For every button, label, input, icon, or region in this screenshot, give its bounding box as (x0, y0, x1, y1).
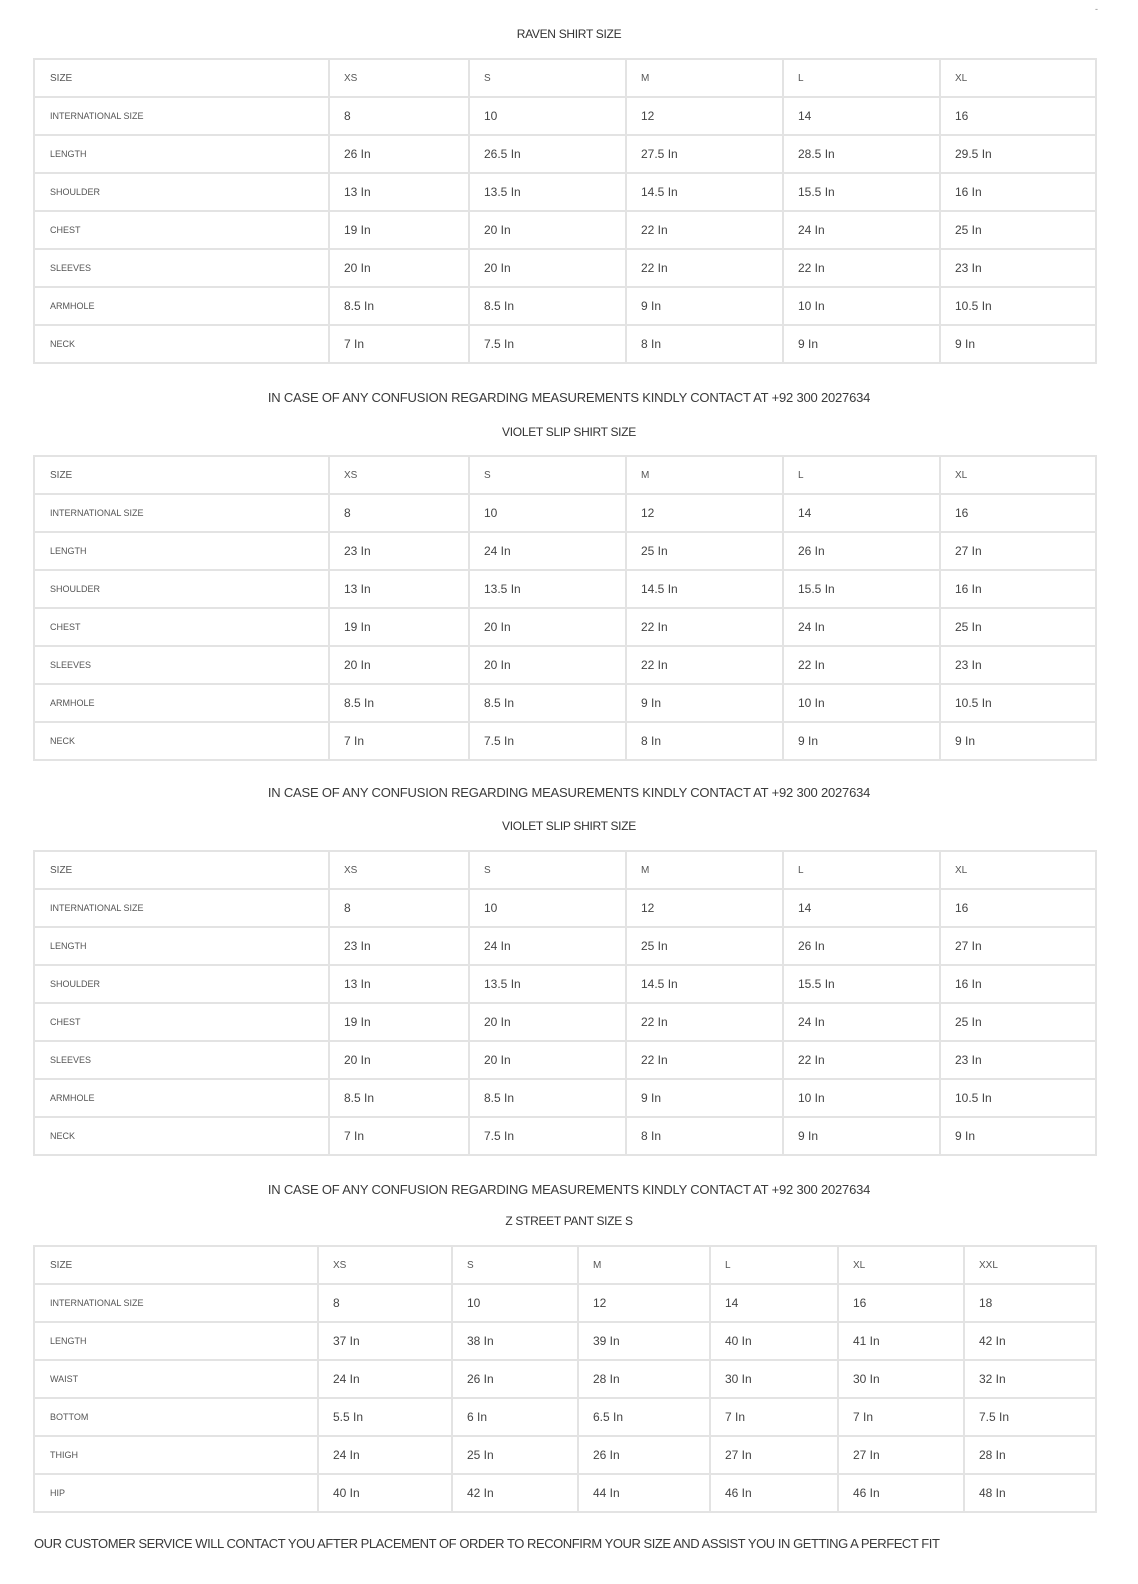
size-cell: 12 (626, 889, 783, 927)
row-label: SIZE (34, 456, 329, 494)
size-cell: 13 In (329, 965, 469, 1003)
table-header-row (34, 59, 1096, 97)
table-row (34, 1117, 1096, 1155)
table-row (34, 1284, 1096, 1322)
size-cell: 12 (578, 1284, 710, 1322)
violet-slip-shirt-size-table (33, 455, 1097, 761)
size-cell: 28 In (578, 1360, 710, 1398)
size-cell: 20 In (469, 1003, 626, 1041)
table-row (34, 135, 1096, 173)
row-label: SLEEVES (34, 646, 329, 684)
size-cell: 10 In (783, 287, 940, 325)
z-street-pant-title: Z STREET PANT SIZE S (505, 1214, 633, 1228)
size-cell: 25 In (940, 1003, 1096, 1041)
size-cell: M (578, 1246, 710, 1284)
size-cell: 8.5 In (329, 287, 469, 325)
size-cell: 38 In (452, 1322, 578, 1360)
size-cell: S (469, 851, 626, 889)
size-cell: 42 In (452, 1474, 578, 1512)
violet-slip-shirt-title: VIOLET SLIP SHIRT SIZE (502, 819, 636, 833)
contact-note: IN CASE OF ANY CONFUSION REGARDING MEASUREMENTS KINDLY CONTACT AT +92 300 2027634 (267, 1182, 871, 1197)
size-cell: 8 In (626, 1117, 783, 1155)
table-row (34, 173, 1096, 211)
row-label: SHOULDER (34, 965, 329, 1003)
size-cell: 16 In (940, 965, 1096, 1003)
table-row (34, 249, 1096, 287)
size-cell: 22 In (783, 249, 940, 287)
size-cell: 22 In (626, 646, 783, 684)
size-cell: 13.5 In (469, 173, 626, 211)
size-cell: 19 In (329, 608, 469, 646)
table-row (34, 1474, 1096, 1512)
table-row (34, 287, 1096, 325)
size-cell: 23 In (940, 1041, 1096, 1079)
size-cell: 14.5 In (626, 965, 783, 1003)
row-label: LENGTH (34, 135, 329, 173)
size-cell: 13 In (329, 570, 469, 608)
violet-slip-shirt-title: VIOLET SLIP SHIRT SIZE (502, 425, 636, 439)
row-label: ARMHOLE (34, 287, 329, 325)
size-cell: 7.5 In (469, 722, 626, 760)
size-cell: 9 In (783, 1117, 940, 1155)
size-cell: 22 In (626, 211, 783, 249)
size-cell: 26 In (578, 1436, 710, 1474)
size-cell: 25 In (452, 1436, 578, 1474)
size-cell: 14 (783, 494, 940, 532)
size-cell: 7.5 In (469, 1117, 626, 1155)
row-label: WAIST (34, 1360, 318, 1398)
table-row (34, 1003, 1096, 1041)
size-cell: 20 In (469, 249, 626, 287)
size-cell: 7.5 In (964, 1398, 1096, 1436)
size-cell: 26 In (783, 927, 940, 965)
table-header-row (34, 1246, 1096, 1284)
size-cell: 41 In (838, 1322, 964, 1360)
size-cell: 26 In (783, 532, 940, 570)
size-cell: 22 In (626, 249, 783, 287)
size-cell: 24 In (318, 1360, 452, 1398)
size-cell: 15.5 In (783, 965, 940, 1003)
size-cell: XL (940, 851, 1096, 889)
table-row (34, 1436, 1096, 1474)
row-label: ARMHOLE (34, 1079, 329, 1117)
size-cell: 5.5 In (318, 1398, 452, 1436)
size-cell: 14.5 In (626, 173, 783, 211)
table-row (34, 1360, 1096, 1398)
size-cell: 22 In (626, 1041, 783, 1079)
size-cell: 7.5 In (469, 325, 626, 363)
size-cell: 7 In (329, 325, 469, 363)
z-street-pant-size-table (33, 1245, 1097, 1513)
row-label: NECK (34, 1117, 329, 1155)
size-cell: 20 In (469, 646, 626, 684)
size-cell: 20 In (469, 211, 626, 249)
customer-service-note: OUR CUSTOMER SERVICE WILL CONTACT YOU AFTER PLACEMENT OF ORDER TO RECONFIRM YOUR SIZE AND ASSIST YOU IN GETTING A PERFECT FIT (34, 1536, 940, 1551)
size-cell: 23 In (940, 249, 1096, 287)
size-cell: 16 (940, 889, 1096, 927)
table-row (34, 494, 1096, 532)
size-cell: 8.5 In (329, 684, 469, 722)
size-cell: 8.5 In (469, 1079, 626, 1117)
size-cell: 18 (964, 1284, 1096, 1322)
size-cell: XXL (964, 1246, 1096, 1284)
size-cell: 40 In (710, 1322, 838, 1360)
size-cell: 8 (329, 494, 469, 532)
size-cell: 10 (469, 494, 626, 532)
size-cell: 9 In (626, 684, 783, 722)
table-row (34, 684, 1096, 722)
row-label: NECK (34, 325, 329, 363)
table-row (34, 1079, 1096, 1117)
row-label: ARMHOLE (34, 684, 329, 722)
size-cell: 10.5 In (940, 1079, 1096, 1117)
size-cell: M (626, 456, 783, 494)
row-label: CHEST (34, 608, 329, 646)
size-cell: 30 In (838, 1360, 964, 1398)
size-cell: 30 In (710, 1360, 838, 1398)
size-cell: L (783, 59, 940, 97)
size-cell: 8 (329, 889, 469, 927)
row-label: LENGTH (34, 532, 329, 570)
row-label: INTERNATIONAL SIZE (34, 889, 329, 927)
size-cell: 27 In (710, 1436, 838, 1474)
size-cell: 9 In (783, 325, 940, 363)
size-cell: 46 In (710, 1474, 838, 1512)
size-cell: S (469, 456, 626, 494)
size-cell: 14 (783, 889, 940, 927)
size-cell: 6 In (452, 1398, 578, 1436)
size-cell: 10.5 In (940, 287, 1096, 325)
size-cell: 25 In (940, 211, 1096, 249)
row-label: SIZE (34, 851, 329, 889)
table-row (34, 1041, 1096, 1079)
size-cell: L (710, 1246, 838, 1284)
table-row (34, 1322, 1096, 1360)
size-cell: 24 In (318, 1436, 452, 1474)
size-cell: 6.5 In (578, 1398, 710, 1436)
size-cell: 27 In (838, 1436, 964, 1474)
size-cell: 10 (469, 97, 626, 135)
table-row (34, 646, 1096, 684)
size-cell: 8 In (626, 722, 783, 760)
table-row (34, 722, 1096, 760)
size-cell: 14 (783, 97, 940, 135)
size-cell: 7 In (329, 1117, 469, 1155)
size-cell: 9 In (626, 1079, 783, 1117)
size-cell: 16 (940, 97, 1096, 135)
table-row (34, 965, 1096, 1003)
row-label: INTERNATIONAL SIZE (34, 1284, 318, 1322)
size-cell: 24 In (783, 211, 940, 249)
table-row (34, 889, 1096, 927)
size-cell: S (452, 1246, 578, 1284)
row-label: LENGTH (34, 927, 329, 965)
row-label: SHOULDER (34, 570, 329, 608)
size-cell: S (469, 59, 626, 97)
size-cell: 13.5 In (469, 570, 626, 608)
corner-mark: - (1095, 4, 1098, 14)
table-row (34, 211, 1096, 249)
size-cell: 9 In (940, 1117, 1096, 1155)
size-cell: 13 In (329, 173, 469, 211)
size-cell: XS (318, 1246, 452, 1284)
size-cell: M (626, 851, 783, 889)
size-cell: 14.5 In (626, 570, 783, 608)
row-label: NECK (34, 722, 329, 760)
size-cell: 10.5 In (940, 684, 1096, 722)
size-cell: M (626, 59, 783, 97)
size-cell: 8 (318, 1284, 452, 1322)
size-cell: 26.5 In (469, 135, 626, 173)
row-label: SLEEVES (34, 249, 329, 287)
size-cell: 40 In (318, 1474, 452, 1512)
size-cell: 19 In (329, 1003, 469, 1041)
size-cell: 16 (838, 1284, 964, 1322)
size-cell: 14 (710, 1284, 838, 1322)
size-cell: 10 In (783, 1079, 940, 1117)
size-cell: L (783, 456, 940, 494)
size-cell: 16 In (940, 570, 1096, 608)
row-label: INTERNATIONAL SIZE (34, 97, 329, 135)
size-cell: 7 In (329, 722, 469, 760)
size-cell: 16 In (940, 173, 1096, 211)
size-cell: L (783, 851, 940, 889)
row-label: THIGH (34, 1436, 318, 1474)
row-label: HIP (34, 1474, 318, 1512)
size-cell: 27 In (940, 532, 1096, 570)
size-cell: 12 (626, 97, 783, 135)
size-cell: 13.5 In (469, 965, 626, 1003)
size-cell: 16 (940, 494, 1096, 532)
size-cell: 22 In (783, 646, 940, 684)
size-cell: XL (940, 456, 1096, 494)
size-cell: 10 In (783, 684, 940, 722)
size-cell: 8.5 In (469, 287, 626, 325)
size-cell: 15.5 In (783, 570, 940, 608)
size-cell: XS (329, 456, 469, 494)
size-cell: 9 In (626, 287, 783, 325)
size-cell: 42 In (964, 1322, 1096, 1360)
size-cell: XS (329, 851, 469, 889)
size-cell: 27 In (940, 927, 1096, 965)
size-cell: 19 In (329, 211, 469, 249)
size-cell: 32 In (964, 1360, 1096, 1398)
size-cell: 7 In (838, 1398, 964, 1436)
size-cell: 9 In (940, 722, 1096, 760)
size-cell: 12 (626, 494, 783, 532)
table-header-row (34, 851, 1096, 889)
table-row (34, 532, 1096, 570)
table-row (34, 608, 1096, 646)
size-cell: 46 In (838, 1474, 964, 1512)
size-cell: 48 In (964, 1474, 1096, 1512)
size-cell: 24 In (469, 927, 626, 965)
size-cell: 28 In (964, 1436, 1096, 1474)
size-cell: 8.5 In (329, 1079, 469, 1117)
size-cell: 37 In (318, 1322, 452, 1360)
size-cell: 25 In (626, 532, 783, 570)
raven-shirt-title: RAVEN SHIRT SIZE (516, 27, 622, 41)
size-cell: 26 In (329, 135, 469, 173)
size-cell: 10 (469, 889, 626, 927)
row-label: INTERNATIONAL SIZE (34, 494, 329, 532)
raven-shirt-size-table (33, 58, 1097, 364)
size-cell: 29.5 In (940, 135, 1096, 173)
size-cell: 22 In (783, 1041, 940, 1079)
table-row (34, 927, 1096, 965)
table-header-row (34, 456, 1096, 494)
row-label: SLEEVES (34, 1041, 329, 1079)
size-cell: XL (838, 1246, 964, 1284)
size-cell: 20 In (469, 1041, 626, 1079)
size-cell: 24 In (783, 608, 940, 646)
size-cell: 8 (329, 97, 469, 135)
size-cell: 9 In (783, 722, 940, 760)
violet-slip-shirt-size-table-2 (33, 850, 1097, 1156)
size-cell: 8.5 In (469, 684, 626, 722)
row-label: CHEST (34, 211, 329, 249)
size-cell: 20 In (329, 646, 469, 684)
size-cell: 25 In (940, 608, 1096, 646)
size-cell: 23 In (940, 646, 1096, 684)
size-cell: 22 In (626, 608, 783, 646)
size-cell: 25 In (626, 927, 783, 965)
row-label: BOTTOM (34, 1398, 318, 1436)
size-cell: 15.5 In (783, 173, 940, 211)
table-row (34, 97, 1096, 135)
size-cell: 20 In (469, 608, 626, 646)
table-row (34, 325, 1096, 363)
size-cell: 20 In (329, 1041, 469, 1079)
size-cell: 9 In (940, 325, 1096, 363)
size-cell: 22 In (626, 1003, 783, 1041)
size-cell: 24 In (469, 532, 626, 570)
row-label: SIZE (34, 1246, 318, 1284)
size-cell: 23 In (329, 532, 469, 570)
size-cell: 7 In (710, 1398, 838, 1436)
size-cell: 23 In (329, 927, 469, 965)
table-row (34, 1398, 1096, 1436)
size-cell: 10 (452, 1284, 578, 1322)
size-cell: 27.5 In (626, 135, 783, 173)
size-cell: 20 In (329, 249, 469, 287)
row-label: SHOULDER (34, 173, 329, 211)
contact-note: IN CASE OF ANY CONFUSION REGARDING MEASUREMENTS KINDLY CONTACT AT +92 300 2027634 (267, 785, 871, 800)
row-label: CHEST (34, 1003, 329, 1041)
size-cell: 44 In (578, 1474, 710, 1512)
size-cell: 39 In (578, 1322, 710, 1360)
table-row (34, 570, 1096, 608)
size-cell: 8 In (626, 325, 783, 363)
row-label: SIZE (34, 59, 329, 97)
size-cell: 26 In (452, 1360, 578, 1398)
row-label: LENGTH (34, 1322, 318, 1360)
size-cell: XS (329, 59, 469, 97)
size-cell: XL (940, 59, 1096, 97)
contact-note: IN CASE OF ANY CONFUSION REGARDING MEASUREMENTS KINDLY CONTACT AT +92 300 2027634 (267, 390, 871, 405)
size-cell: 28.5 In (783, 135, 940, 173)
size-cell: 24 In (783, 1003, 940, 1041)
